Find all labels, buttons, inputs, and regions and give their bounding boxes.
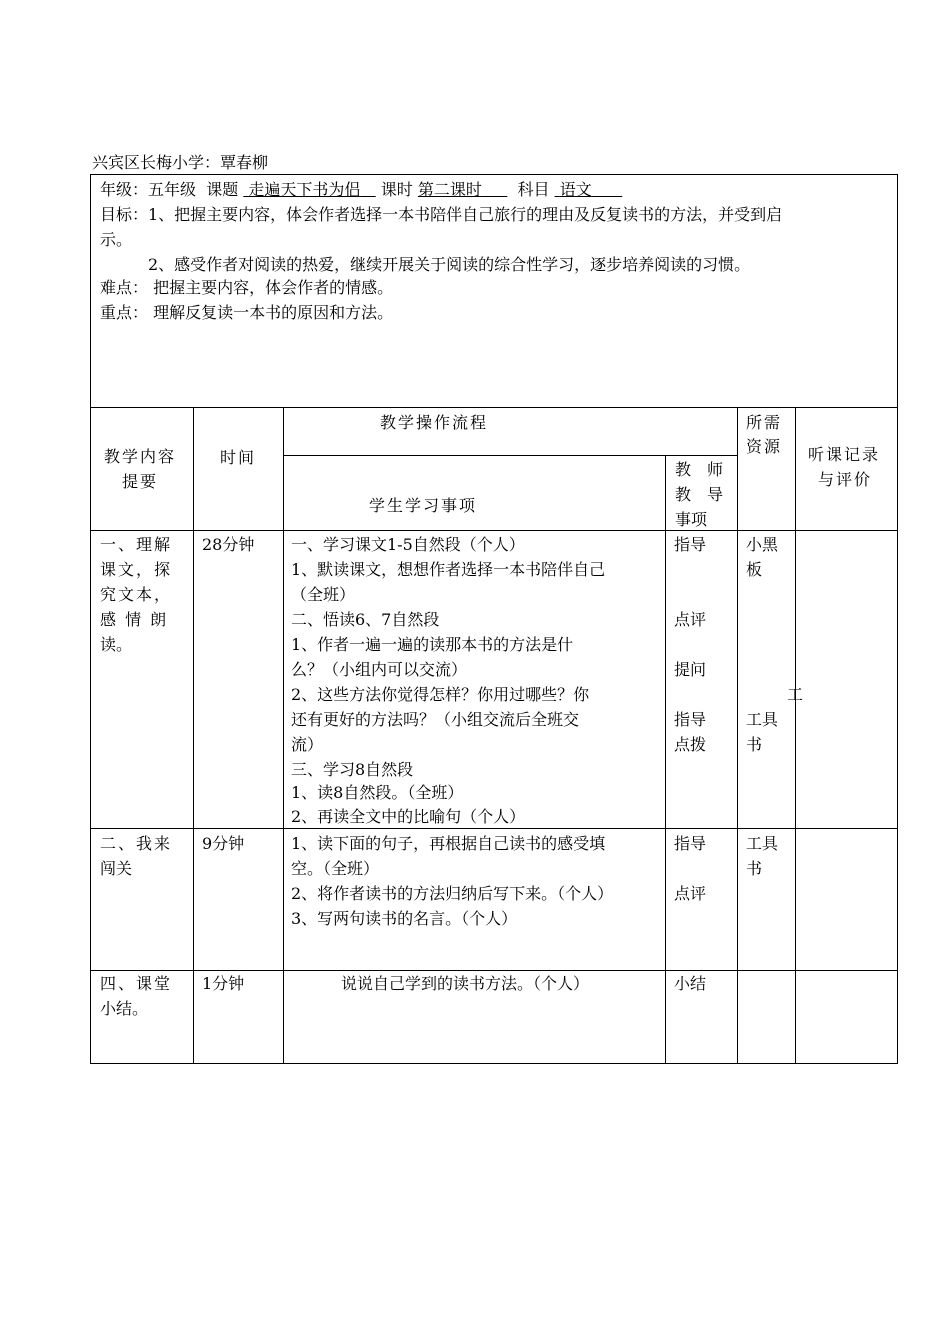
- row1-student: 1、读8自然段。（全班）: [291, 783, 464, 802]
- lesson-plan-table: [90, 174, 898, 1064]
- row1-content: 课文，探: [100, 560, 173, 579]
- table-divider: [665, 455, 666, 1064]
- row3-time: 1分钟: [202, 974, 245, 993]
- row1-student: 1、默读课文，想想作者选择一本书陪伴自己: [291, 560, 606, 579]
- row1-student: 一、学习课文1-5自然段（个人）: [291, 535, 525, 554]
- row1-content: 感 情 朗: [100, 610, 169, 629]
- col-header-time: 时间: [220, 448, 257, 467]
- goal-line-2: 2、感受作者对阅读的热爱，继续开展关于阅读的综合性学习，逐步培养阅读的习惯。: [148, 255, 751, 274]
- col-header-teacher: 教 师: [675, 460, 724, 479]
- row3-content: 四、课堂: [100, 974, 173, 993]
- row2-time: 9分钟: [202, 834, 245, 853]
- row2-resource: 书: [746, 859, 763, 878]
- goal-line-1-cont: 示。: [100, 230, 133, 249]
- table-divider: [90, 407, 898, 408]
- row1-content: 究文本，: [100, 585, 173, 604]
- row3-teacher: 小结: [674, 974, 707, 993]
- row2-student: 1、读下面的句子，再根据自己读书的感受填: [291, 834, 606, 853]
- row2-teacher: 指导: [674, 834, 707, 853]
- row2-resource: 工具: [746, 834, 779, 853]
- period-value: 第二课时: [417, 180, 482, 199]
- table-border-left: [90, 174, 91, 1064]
- page-header: 兴宾区长梅小学：覃春柳: [92, 153, 269, 172]
- row3-content: 小结。: [100, 999, 149, 1018]
- row1-resource: 小黑: [746, 535, 779, 554]
- subject-value: 语文: [559, 180, 592, 199]
- col-header-record-2: 与评价: [818, 470, 873, 489]
- col-header-flow: 教学操作流程: [380, 413, 489, 432]
- row1-student: 二、悟读6、7自然段: [291, 610, 440, 629]
- row1-teacher: 提问: [674, 660, 707, 679]
- row1-teacher: 点评: [674, 610, 707, 629]
- col-header-resource: 所需: [746, 413, 783, 432]
- table-divider: [283, 407, 284, 1064]
- row1-student: （全班）: [291, 585, 356, 604]
- goal-line-1: 目标：1、把握主要内容，体会作者选择一本书陪伴自己旅行的理由及反复读书的方法，并受到启: [100, 205, 783, 224]
- row1-resource: 书: [746, 735, 763, 754]
- difficulty-line: 难点： 把握主要内容，体会作者的情感。: [100, 278, 394, 297]
- row1-time: 28分钟: [202, 535, 255, 554]
- row2-content: 闯关: [100, 859, 133, 878]
- row1-teacher: 点拨: [674, 735, 707, 754]
- row1-resource: 工: [787, 685, 804, 704]
- col-header-record: 听课记录: [808, 445, 881, 464]
- row1-student: 么？（小组内可以交流）: [291, 660, 468, 679]
- row2-student: 3、写两句读书的名言。（个人）: [291, 909, 518, 928]
- col-header-content-2: 提要: [122, 472, 159, 491]
- row1-student: 三、学习8自然段: [291, 760, 414, 779]
- row2-student: 空。（全班）: [291, 859, 380, 878]
- table-divider: [283, 455, 738, 456]
- row1-student: 1、作者一遍一遍的读那本书的方法是什: [291, 635, 574, 654]
- col-header-teacher-3: 事项: [675, 510, 708, 529]
- table-border-top: [90, 174, 898, 175]
- topic-value: 走遍天下书为侣: [248, 180, 361, 199]
- row1-resource: 板: [746, 560, 763, 579]
- row1-resource: 工具: [746, 710, 779, 729]
- row1-student: 2、这些方法你觉得怎样？你用过哪些？你: [291, 685, 590, 704]
- col-header-student: 学生学习事项: [369, 496, 478, 515]
- table-divider: [795, 407, 796, 1064]
- row1-student: 还有更好的方法吗？（小组交流后全班交: [291, 710, 580, 729]
- row1-content: 一、理解: [100, 535, 173, 554]
- table-border-bottom: [90, 1063, 898, 1064]
- row2-content: 二、我来: [100, 834, 173, 853]
- row2-teacher: 点评: [674, 884, 707, 903]
- row1-teacher: 指导: [674, 710, 707, 729]
- row1-student: 2、再读全文中的比喻句（个人）: [291, 807, 526, 826]
- row1-teacher: 指导: [674, 535, 707, 554]
- row1-content: 读。: [100, 635, 133, 654]
- col-header-teacher-2: 教 导: [675, 485, 724, 504]
- info-line: 年级：五年级 课题 走遍天下书为侣 课时 第二课时 科目 语文: [100, 177, 622, 202]
- col-header-content: 教学内容: [104, 447, 177, 466]
- table-divider: [90, 530, 898, 531]
- row2-student: 2、将作者读书的方法归纳后写下来。（个人）: [291, 884, 614, 903]
- col-header-resource-2: 资源: [746, 437, 783, 456]
- table-divider: [193, 407, 194, 1064]
- table-border-right: [897, 174, 898, 1064]
- row3-student: 说说自己学到的读书方法。（个人）: [341, 974, 590, 993]
- table-divider: [737, 407, 738, 1064]
- focus-line: 重点： 理解反复读一本书的原因和方法。: [100, 303, 394, 322]
- row1-student: 流）: [291, 735, 324, 754]
